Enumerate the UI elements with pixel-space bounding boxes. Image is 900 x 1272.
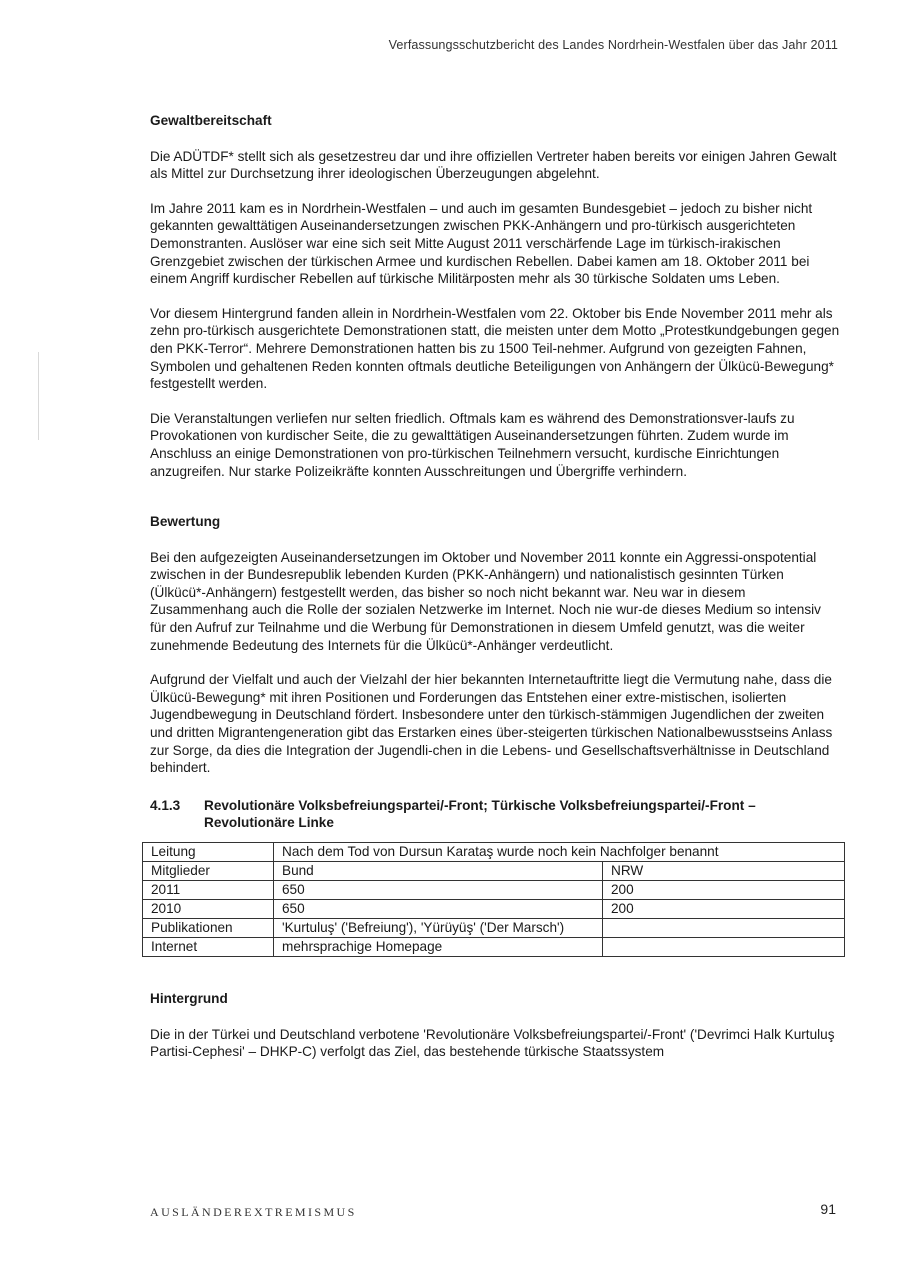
table-cell: mehrsprachige Homepage (274, 938, 603, 957)
section-number: 4.1.3 (150, 797, 181, 813)
section-title: Revolutionäre Volksbefreiungspartei/-Front; Türkische Volksbefreiungspartei/-Front – Revolutionäre Linke (204, 797, 756, 831)
table-row (143, 881, 845, 900)
paragraph: Bei den aufgezeigten Auseinandersetzungen im Oktober und November 2011 konnte ein Aggressi-onspotential zwischen in der Bundesrepublik lebenden Kurden (PKK-Anhängern) und nationalistisch gesinnten Türken (Ülkücü*-Anhängern) festgestellt werden, das bisher so noch nicht bekannt war. Neu war in diesem Zusammenhang auch die Rolle der sozialen Netzwerke im Internet. Noch nie wur-de dieses Medium so intensiv für den Aufruf zur Teilnahme und die Werbung für Demonstrationen in diesem Umfeld genutzt, was die weiter zunehmende Bedeutung des Internets für die Ülkücü*-Anhänger verdeutlicht. (150, 549, 821, 653)
table-cell: Bund (274, 862, 603, 881)
table-cell: 650 (274, 881, 603, 900)
running-header: Verfassungsschutzbericht des Landes Nordrhein-Westfalen über das Jahr 2011 (388, 38, 838, 52)
organization-facts-table (142, 842, 845, 957)
section-heading-4-1-3 (150, 797, 840, 832)
margin-scan-line (38, 352, 39, 440)
table-cell: 'Kurtuluş' ('Befreiung'), 'Yürüyüş' ('Der Marsch') (274, 919, 603, 938)
table-cell: Internet (143, 938, 274, 957)
page-number: 91 (820, 1201, 836, 1217)
table-cell: 200 (603, 881, 845, 900)
table-cell: 650 (274, 900, 603, 919)
paragraph: Aufgrund der Vielfalt und auch der Vielzahl der hier bekannten Internetauftritte liegt die Vermutung nahe, dass die Ülkücü-Bewegung* mit ihren Positionen und Forderungen das Entstehen einer extre-mistischen, isolierten Jugendbewegung in Deutschland fördert. Insbesondere unter den türkisch-stämmigen Jugendlichen der zweiten und dritten Migrantengeneration gibt das Erstarken eines über-steigerten türkischen Nationalbewusstseins Anlass zur Sorge, da dies die Integration der Jugendli-chen in die Lebens- und Gesellschaftsverhältnisse in Deutschland behindert. (150, 672, 833, 776)
paragraph: Im Jahre 2011 kam es in Nordrhein-Westfalen – und auch im gesamten Bundesgebiet – jedoch zu bisher nicht gekannten gewalttätigen Auseinandersetzungen zwischen PKK-Anhängern und pro-türkisch ausgerichteten Demonstranten. Auslöser war eine sich seit Mitte August 2011 verschärfende Lage im türkisch-irakischen Grenzgebiet zwischen der türkischen Armee und kurdischen Rebellen. Dabei kamen am 18. Oktober 2011 bei einem Angriff kurdischer Rebellen auf türkische Militärposten mehr als 30 türkische Soldaten ums Leben. (150, 200, 813, 287)
heading-bewertung: Bewertung (150, 514, 221, 530)
table-cell: NRW (603, 862, 845, 881)
table-row (143, 843, 845, 862)
table-cell: Publikationen (143, 919, 274, 938)
table-cell (603, 919, 845, 938)
table-cell (603, 938, 845, 957)
page-body (150, 112, 840, 1061)
table-row (143, 862, 845, 881)
table-cell: Nach dem Tod von Dursun Karataş wurde noch kein Nachfolger benannt (274, 843, 845, 862)
table-row (143, 900, 845, 919)
footer-chapter-title: AUSLÄNDEREXTREMISMUS (150, 1205, 357, 1219)
table-cell: Leitung (143, 843, 274, 862)
table-row (143, 938, 845, 957)
heading-hintergrund: Hintergrund (150, 991, 228, 1006)
table-cell: 200 (603, 900, 845, 919)
paragraph: Die Veranstaltungen verliefen nur selten friedlich. Oftmals kam es während des Demonstrationsver-laufs zu Provokationen von kurdischer Seite, die zu gewalttätigen Auseinandersetzungen führten. Zudem wurde im Anschluss an einige Demonstrationen von pro-türkischen Teilnehmern versucht, kurdische Einrichtungen anzugreifen. Nur starke Polizeikräfte konnten Ausschreitungen und Übergriffe verhindern. (150, 410, 795, 479)
table-cell: 2010 (143, 900, 274, 919)
heading-gewaltbereitschaft: Gewaltbereitschaft (150, 113, 272, 128)
table-row (143, 919, 845, 938)
table-cell: 2011 (143, 881, 274, 900)
paragraph: Die ADÜTDF* stellt sich als gesetzestreu dar und ihre offiziellen Vertreter haben bereits vor einigen Jahren Gewalt als Mittel zur Durchsetzung ihrer ideologischen Überzeugungen abgelehnt. (150, 148, 837, 182)
paragraph: Die in der Türkei und Deutschland verbotene 'Revolutionäre Volksbefreiungspartei/-Front' ('Devrimci Halk Kurtuluş Partisi-Cephesi' – DHKP-C) verfolgt das Ziel, das bestehende türkische Staatssystem (150, 1026, 835, 1060)
table-cell: Mitglieder (143, 862, 274, 881)
paragraph: Vor diesem Hintergrund fanden allein in Nordrhein-Westfalen vom 22. Oktober bis Ende November 2011 mehr als zehn pro-türkisch ausgerichtete Demonstrationen statt, die meisten unter dem Motto „Protestkundgebungen gegen den PKK-Terror“. Mehrere Demonstrationen hatten bis zu 1500 Teil-nehmer. Aufgrund von gezeigten Fahnen, Symbolen und gehaltenen Reden konnten oftmals deutliche Beteiligungen von Anhängern der Ülkücü-Bewegung* festgestellt werden. (150, 305, 840, 392)
